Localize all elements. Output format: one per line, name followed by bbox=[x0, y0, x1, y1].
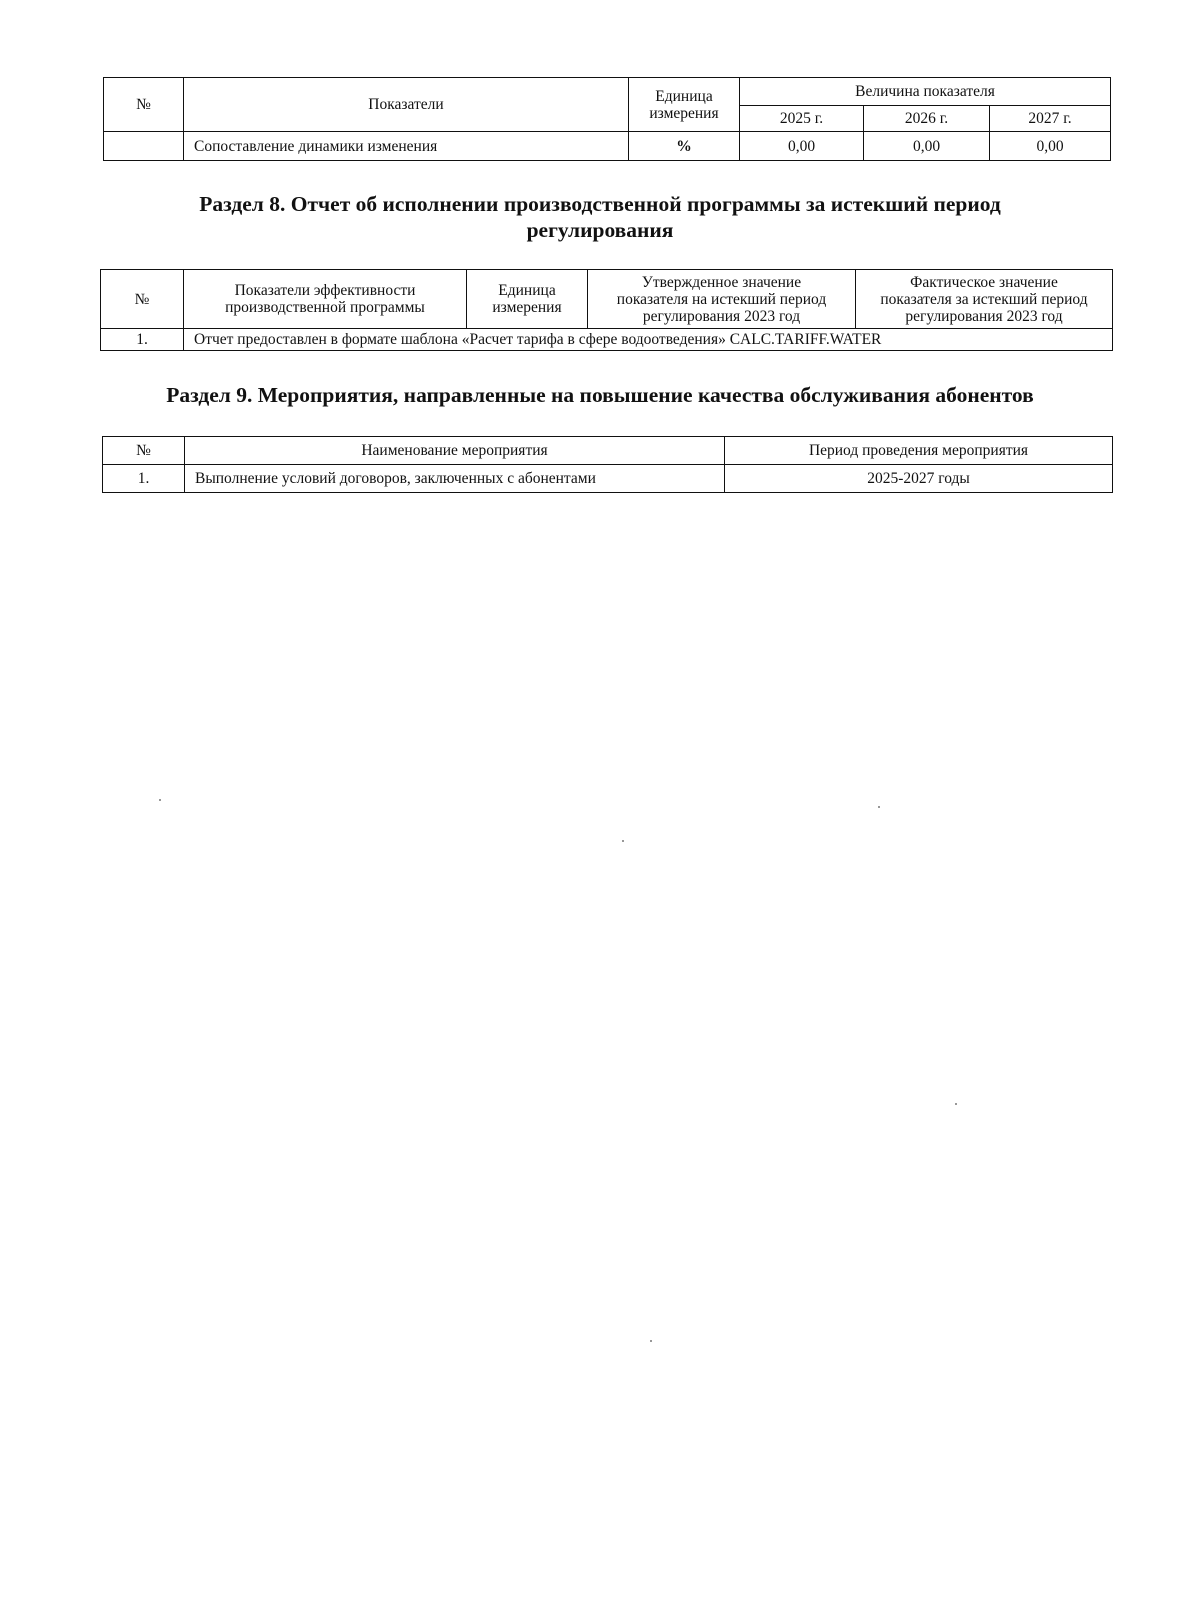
section9-row-name: Выполнение условий договоров, заключенных с абонентами bbox=[185, 465, 725, 493]
row-value-2026: 0,00 bbox=[864, 132, 990, 161]
row-name: Сопоставление динамики изменения bbox=[184, 132, 629, 161]
section8-header-indicators-line2: производственной программы bbox=[225, 299, 425, 316]
table-row bbox=[104, 132, 1111, 161]
header-year-2026: 2026 г. bbox=[864, 106, 990, 132]
section8-header-actual bbox=[856, 270, 1113, 329]
section8-header-actual-line1: Фактическое значение bbox=[910, 273, 1058, 291]
header-unit-line2: измерения bbox=[649, 104, 719, 122]
section8-header-approved bbox=[588, 270, 856, 329]
row-value-2025: 0,00 bbox=[740, 132, 864, 161]
section8-header-unit-line1: Единица bbox=[498, 282, 556, 299]
section9-table bbox=[102, 436, 1113, 493]
section8-header-unit bbox=[467, 270, 588, 329]
header-year-2027: 2027 г. bbox=[990, 106, 1111, 132]
section8-table bbox=[100, 269, 1113, 351]
section8-title-line2: регулирования bbox=[526, 218, 674, 242]
section8-header-actual-line3: регулирования 2023 год bbox=[905, 307, 1063, 325]
scan-speck bbox=[159, 799, 161, 801]
header-year-2025: 2025 г. bbox=[740, 106, 864, 132]
section8-header-approved-line1: Утвержденное значение bbox=[641, 273, 802, 291]
section8-row-text: Отчет предоставлен в формате шаблона «Расчет тарифа в сфере водоотведения» CALC.TARIFF.WATER bbox=[184, 329, 1113, 351]
row-value-2027: 0,00 bbox=[990, 132, 1111, 161]
table-row bbox=[101, 329, 1113, 351]
section9-header-name: Наименование мероприятия bbox=[185, 437, 725, 465]
section9-header-num: № bbox=[103, 437, 185, 465]
indicators-table bbox=[103, 77, 1111, 161]
scan-speck bbox=[955, 1103, 957, 1105]
section8-header-actual-line2: показателя за истекший период bbox=[880, 290, 1088, 308]
header-num: № bbox=[104, 78, 184, 132]
scan-speck bbox=[878, 806, 880, 808]
section8-row-num: 1. bbox=[101, 329, 184, 351]
section9-row-num: 1. bbox=[103, 465, 185, 493]
header-indicators: Показатели bbox=[184, 78, 629, 132]
section8-header-indicators bbox=[184, 270, 467, 329]
table-row bbox=[103, 465, 1113, 493]
row-num bbox=[104, 132, 184, 161]
row-unit: % bbox=[629, 132, 740, 161]
section8-header-approved-line3: регулирования 2023 год bbox=[642, 307, 801, 325]
section8-header-num: № bbox=[101, 270, 184, 329]
section9-title: Раздел 9. Мероприятия, направленные на повышение качества обслуживания абонентов bbox=[166, 383, 1034, 407]
header-value: Величина показателя bbox=[740, 78, 1111, 106]
section9-header-period: Период проведения мероприятия bbox=[725, 437, 1113, 465]
header-unit-line1: Единица bbox=[655, 87, 713, 105]
header-unit bbox=[629, 78, 740, 132]
section9-row-period: 2025-2027 годы bbox=[725, 465, 1113, 493]
section8-header-unit-line2: измерения bbox=[492, 299, 562, 316]
scan-speck bbox=[650, 1340, 652, 1342]
section8-header-indicators-line1: Показатели эффективности bbox=[234, 282, 416, 299]
scan-speck bbox=[622, 840, 624, 842]
section8-title bbox=[100, 191, 1100, 243]
section8-title-line1: Раздел 8. Отчет об исполнении производственной программы за истекший период bbox=[199, 192, 1001, 216]
section8-header-approved-line2: показателя на истекший период bbox=[616, 290, 827, 308]
